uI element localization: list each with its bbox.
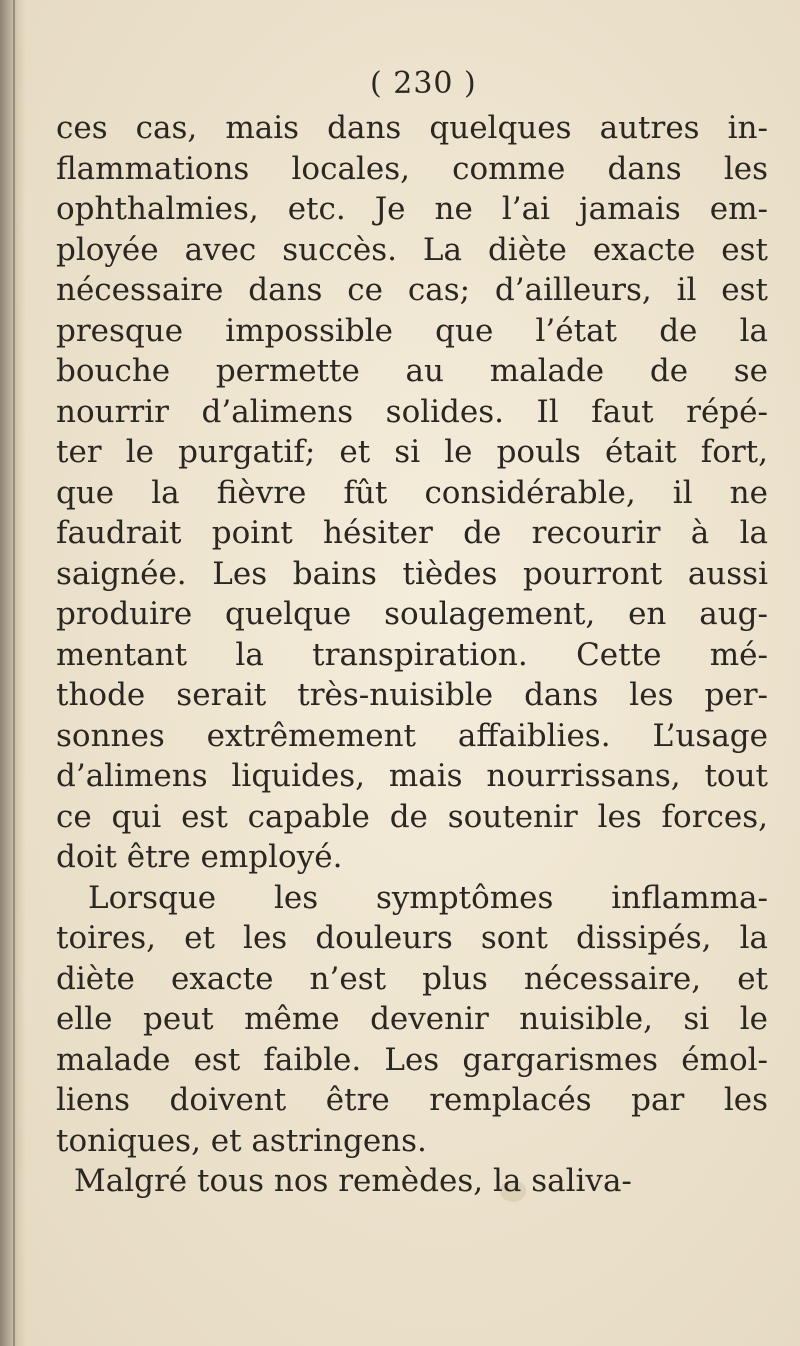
text-line: doit être employé. — [56, 839, 343, 875]
text-line: toniques, et astringens. — [56, 1122, 427, 1159]
text-line: ce qui est capable de soutenir les forces, — [56, 798, 768, 835]
text-line: malade est faible. Les gargarismes émol- — [56, 1041, 768, 1078]
text-line: presque impossible que l’état de la — [56, 312, 768, 349]
text-line: ces cas, mais dans quelques autres in- — [56, 110, 768, 146]
text-line: mentant la transpiration. Cette mé- — [56, 636, 768, 673]
body-text — [56, 108, 768, 1202]
text-line: flammations locales, comme dans les — [56, 150, 768, 187]
text-line: liens doivent être remplacés par les — [56, 1082, 768, 1118]
text-line: d’alimens liquides, mais nourrissans, tout — [56, 758, 768, 794]
text-line: nécessaire dans ce cas; d’ailleurs, il est — [56, 272, 768, 308]
text-line: elle peut même devenir nuisible, si le — [56, 1001, 768, 1037]
text-line: ployée avec succès. La diète exacte est — [56, 231, 768, 268]
text-line: thode serait très-nuisible dans les per- — [56, 677, 768, 713]
binding-line — [13, 0, 15, 1346]
text-line: produire quelque soulagement, en aug- — [56, 596, 768, 632]
text-line: bouche permette au malade de se — [56, 353, 768, 389]
text-line: que la fièvre fût considérable, il ne — [56, 474, 768, 511]
text-line: ter le purgatif; et si le pouls était fort, — [56, 434, 768, 470]
text-line: diète exacte n’est plus nécessaire, et — [56, 960, 768, 997]
text-line: saignée. Les bains tièdes pourront aussi — [56, 555, 768, 592]
text-line: nourrir d’alimens solides. Il faut répé- — [56, 393, 768, 430]
text-line: toires, et les douleurs sont dissipés, la — [56, 920, 768, 956]
text-line: sonnes extrêmement affaiblies. L’usage — [56, 717, 768, 754]
text-line: Malgré tous nos remèdes, la saliva- — [74, 1163, 632, 1199]
text-line: ophthalmies, etc. Je ne l’ai jamais em- — [56, 191, 768, 227]
text-line: Lorsque les symptômes inflamma- — [88, 879, 768, 916]
page-number: ( 230 ) — [370, 66, 477, 101]
text-line: faudrait point hésiter de recourir à la — [56, 515, 768, 551]
